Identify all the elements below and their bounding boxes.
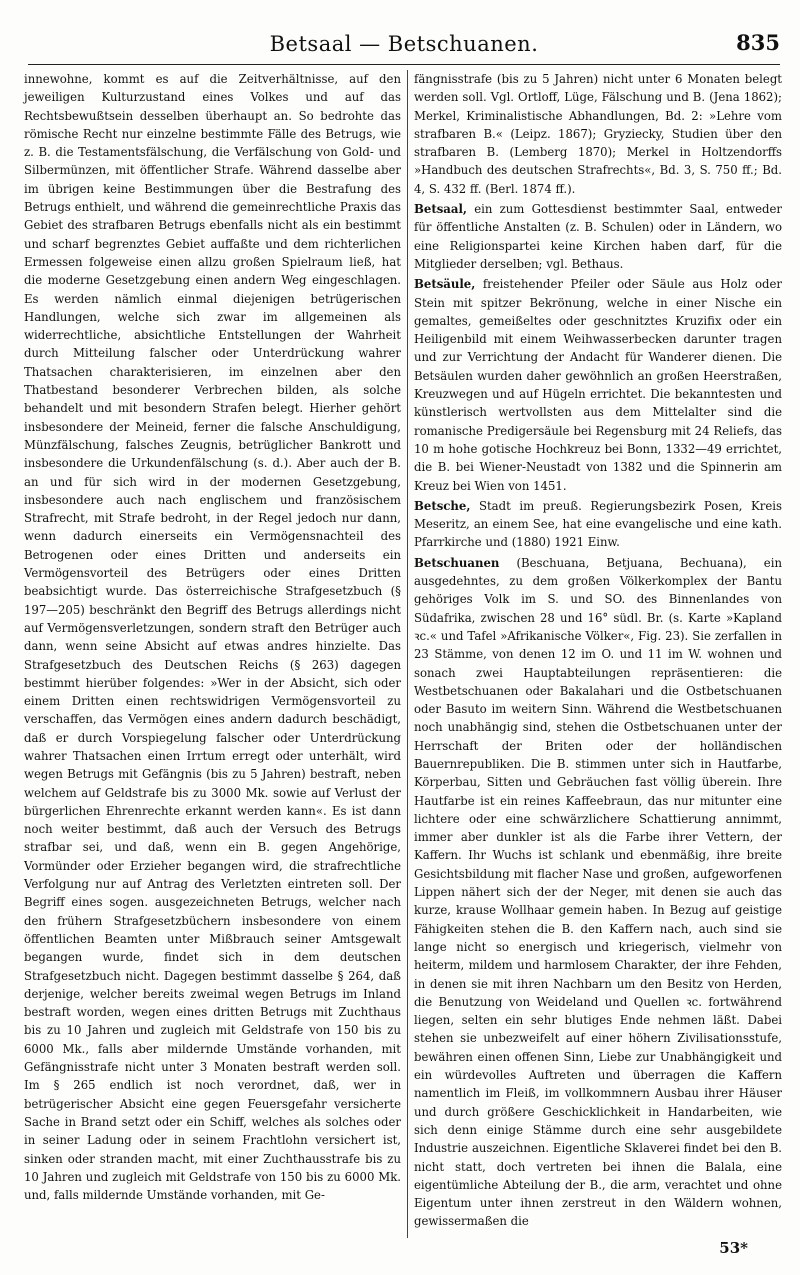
continuation-paragraph: fängnisstrafe (bis zu 5 Jahren) nicht unter 6 Monaten belegt werden soll. Vgl. Ortloff, Lüge, Fälschung und B. (Jena 1862); Merkel, Kriminalistische Abhandlungen, Bd. 2: »Lehre vom strafbaren B.« (Leipz. 1867); Gryziecky, Studien über den strafbaren B. (Lemberg 1870); Merkel in Holtzendorffs »Handbuch des deutschen Strafrechts«, Bd. 3, S. 750 ff.; Bd. 4, S. 432 ff. (Berl. 1874 ff.). [414, 72, 782, 196]
right-column [414, 70, 782, 1231]
left-column [24, 70, 401, 1204]
signature-mark: 53* [719, 1239, 748, 1257]
paragraph: innewohne, kommt es auf die Zeitverhältnisse, auf den jeweiligen Kulturzustand eines Volkes und auf das Rechtsbewußtsein desselben überhaupt an. So bedrohte das römische Recht nur einzelne bestimmte Fälle des Betrugs, wie z. B. die Testamentsfälschung, die Verfälschung von Gold- und Silbermünzen, mit öffentlicher Strafe. Während dasselbe aber im übrigen keine Bestimmungen über die Bestrafung des Betrugs enthielt, und während die gemeinrechtliche Praxis das Gebiet des strafbaren Betrugs ebenfalls nicht als ein bestimmt und scharf begrenztes Gebiet auffaßte und dem richterlichen Ermessen folgeweise einen allzu großen Spielraum ließ, hat die moderne Gesetzgebung einen andern Weg eingeschlagen. Es werden nämlich einmal diejenigen betrügerischen Handlungen, welche sich zwar im allgemeinen als widerrechtliche, absichtliche Entstellungen der Wahrheit durch Mitteilung falscher oder Unterdrückung wahrer Thatsachen charakterisieren, im einzelnen aber den Thatbestand besonderer Verbrechen bilden, als solche behandelt und mit besondern Strafen belegt. Hierher gehört insbesondere der Meineid, ferner die falsche Anschuldigung, Münzfälschung, falsches Zeugnis, betrüglicher Bankrott und insbesondere die Urkundenfälschung (s. d.). Aber auch der B. an und für sich wird in der modernen Gesetzgebung, insbesondere auch nach englischem und französischem Strafrecht, mit Strafe bedroht, in der Regel jedoch nur dann, wenn dadurch einerseits ein Vermögensnachteil des Betrogenen oder eines Dritten und anderseits ein Vermögensvorteil des Betrügers oder eines Dritten beabsichtigt wurde. Das österreichische Strafgesetzbuch (§ 197—205) beschränkt den Begriff des Betrugs allerdings nicht auf Vermögensverletzungen, sondern straft den Betrüger auch dann, wenn seine Absicht auf etwas andres hinzielte. Das Strafgesetzbuch des Deutschen Reichs (§ 263) dagegen bestimmt hierüber folgendes: »Wer in der Absicht, sich oder einem Dritten einen rechtswidrigen Vermögensvorteil zu verschaffen, das Vermögen eines andern dadurch beschädigt, daß er durch Vorspiegelung falscher oder Unterdrückung wahrer Thatsachen einen Irrtum erregt oder unterhält, wird wegen Betrugs mit Gefängnis (bis zu 5 Jahren) bestraft, neben welchem auf Geldstrafe bis zu 3000 Mk. sowie auf Verlust der bürgerlichen Ehrenrechte erkannt werden kann«. Es ist dann noch weiter bestimmt, daß auch der Versuch des Betrugs strafbar sei, und daß, wenn ein B. gegen Angehörige, Vormünder oder Erzieher begangen wird, die strafrechtliche Verfolgung nur auf Antrag des Verletzten eintreten soll. Der Begriff eines sogen. ausgezeichneten Betrugs, welcher nach den frühern Strafgesetzbüchern insbesondere von einem öffentlichen Beamten unter Mißbrauch seiner Amtsgewalt begangen wurde, findet sich in dem deutschen Strafgesetzbuch nicht. Dagegen bestimmt dasselbe § 264, daß derjenige, welcher bereits zweimal wegen Betrugs im Inland bestraft worden, wegen eines dritten Betrugs mit Zuchthaus bis zu 10 Jahren und zugleich mit Geldstrafe von 150 bis zu 6000 Mk., falls aber mildernde Umstände vorhanden, mit Gefängnisstrafe nicht unter 3 Monaten bestraft werden soll. Im § 265 endlich ist noch verordnet, daß, wer in betrügerischer Absicht eine gegen Feuersgefahr versicherte Sache in Brand setzt oder ein Schiff, welches als solches oder in seiner Ladung oder in seinem Frachtlohn versichert ist, sinken oder stranden macht, mit einer Zuchthausstrafe bis zu 10 Jahren und zugleich mit Geldstrafe von 150 bis zu 6000 Mk. und, falls mildernde Umstände vorhanden, mit Ge- [24, 72, 401, 1203]
running-title: Betsaal — Betschuanen. [269, 32, 539, 56]
entry-betsche [414, 497, 782, 552]
page-header [28, 28, 780, 62]
entry-text: Stadt im preuß. Regierungsbezirk Posen, Kreis Meseritz, an einem See, hat eine evangelische und eine kath. Pfarrkirche und (1880) 1921 Einw. [414, 498, 782, 550]
page-number: 835 [736, 30, 780, 55]
headword: Betschuanen [414, 555, 500, 570]
header-rule [28, 64, 780, 65]
headword: Betsäule, [414, 277, 476, 292]
entry-text: (Beschuana, Betjuana, Bechuana), ein ausgedehntes, zu dem großen Völkerkomplex der Bantu gehöriges Volk im S. und SO. des Binnenlandes von Südafrika, zwischen 28 und 16° südl. Br. (s. Karte »Kapland ꝛc.« und Tafel »Afrikanische Völker«, Fig. 23). Sie zerfallen in 23 Stämme, von denen 12 im O. und 11 im W. wohnen und sonach zwei Hauptabteilungen repräsentieren: die Westbetschuanen oder Bakalahari und die Ostbetschuanen oder Basuto im weitern Sinn. Während die Westbetschuanen noch unabhängig sind, stehen die Ostbetschuanen unter der Herrschaft der Briten oder der holländischen Bauernrepubliken. Die B. stimmen unter sich in Hautfarbe, Körperbau, Sitten und Gebräuchen fast völlig überein. Ihre Hautfarbe ist ein reines Kaffeebraun, das nur mitunter eine lichtere oder eine schwärzlichere Schattierung annimmt, immer aber dunkler ist als die Farbe ihrer Vettern, der Kaffern. Ihr Wuchs ist schlank und ebenmäßig, ihre breite Gesichtsbildung mit flacher Nase und großen, aufgeworfenen Lippen nähert sich der der Neger, mit denen sie auch das kurze, krause Wollhaar gemein haben. In Bezug auf geistige Fähigkeiten stehen die B. den Kaffern nach, auch sind sie lange nicht so energisch und kriegerisch, vielmehr von heiterm, mildem und harmlosem Charakter, der ihre Fehden, in denen sie mit ihren Nachbarn um den Besitz von Herden, die Benutzung von Weideland und Quellen ꝛc. fortwährend liegen, selten ein sehr blutiges Ende nehmen läßt. Dabei stehen sie unbezweifelt auf einer höhern Zivilisationsstufe, bewähren einen offenen Sinn, Liebe zur Unabhängigkeit und ein würdevolles Auftreten und überragen die Kaffern namentlich im Fleiß, im vollkommnern Ausbau ihrer Häuser und durch größere Geschicklichkeit in Handarbeiten, wie sich denn einige Stämme durch eine sehr ausgebildete Industrie auszeichnen. Eigentliche Sklaverei findet bei den B. nicht statt, doch vertreten bei ihnen die Balala, eine eigentümliche Abteilung der B., die arm, verachtet und ohne Eigentum unter ihnen zerstreut in den Wäldern wohnen, gewissermaßen die [414, 555, 782, 1229]
entry-betsaal [414, 200, 782, 273]
entry-text: freistehender Pfeiler oder Säule aus Holz oder Stein mit spitzer Bekrönung, welche in einer Nische ein gemaltes, gemeißeltes oder geschnitztes Kruzifix oder ein Heiligenbild mit einem Weihwasserbecken darunter tragen und zur Verrichtung der Andacht für Wanderer dienen. Die Betsäulen wurden daher gewöhnlich an großen Heerstraßen, Kreuzwegen und auf Hügeln errichtet. Die bekanntesten und künstlerisch wertvollsten aus dem Mittelalter sind die romanische Predigersäule bei Regensburg mit 24 Reliefs, das 10 m hohe gotische Hochkreuz bei Bonn, 1332—49 errichtet, die B. bei Wiener-Neustadt von 1382 und die Spinnerin am Kreuz bei Wien von 1451. [414, 277, 782, 493]
headword: Betsaal, [414, 202, 467, 217]
entry-betschuanen [414, 554, 782, 1231]
entry-betsaeule [414, 275, 782, 495]
headword: Betsche, [414, 498, 471, 513]
entry-text: ein zum Gottesdienst bestimmter Saal, entweder für öffentliche Anstalten (z. B. Schulen) oder in Ländern, wo eine Religionspartei keine Kirchen haben darf, für die Mitglieder derselben; vgl. Bethaus. [414, 202, 782, 271]
column-divider [407, 70, 408, 1238]
